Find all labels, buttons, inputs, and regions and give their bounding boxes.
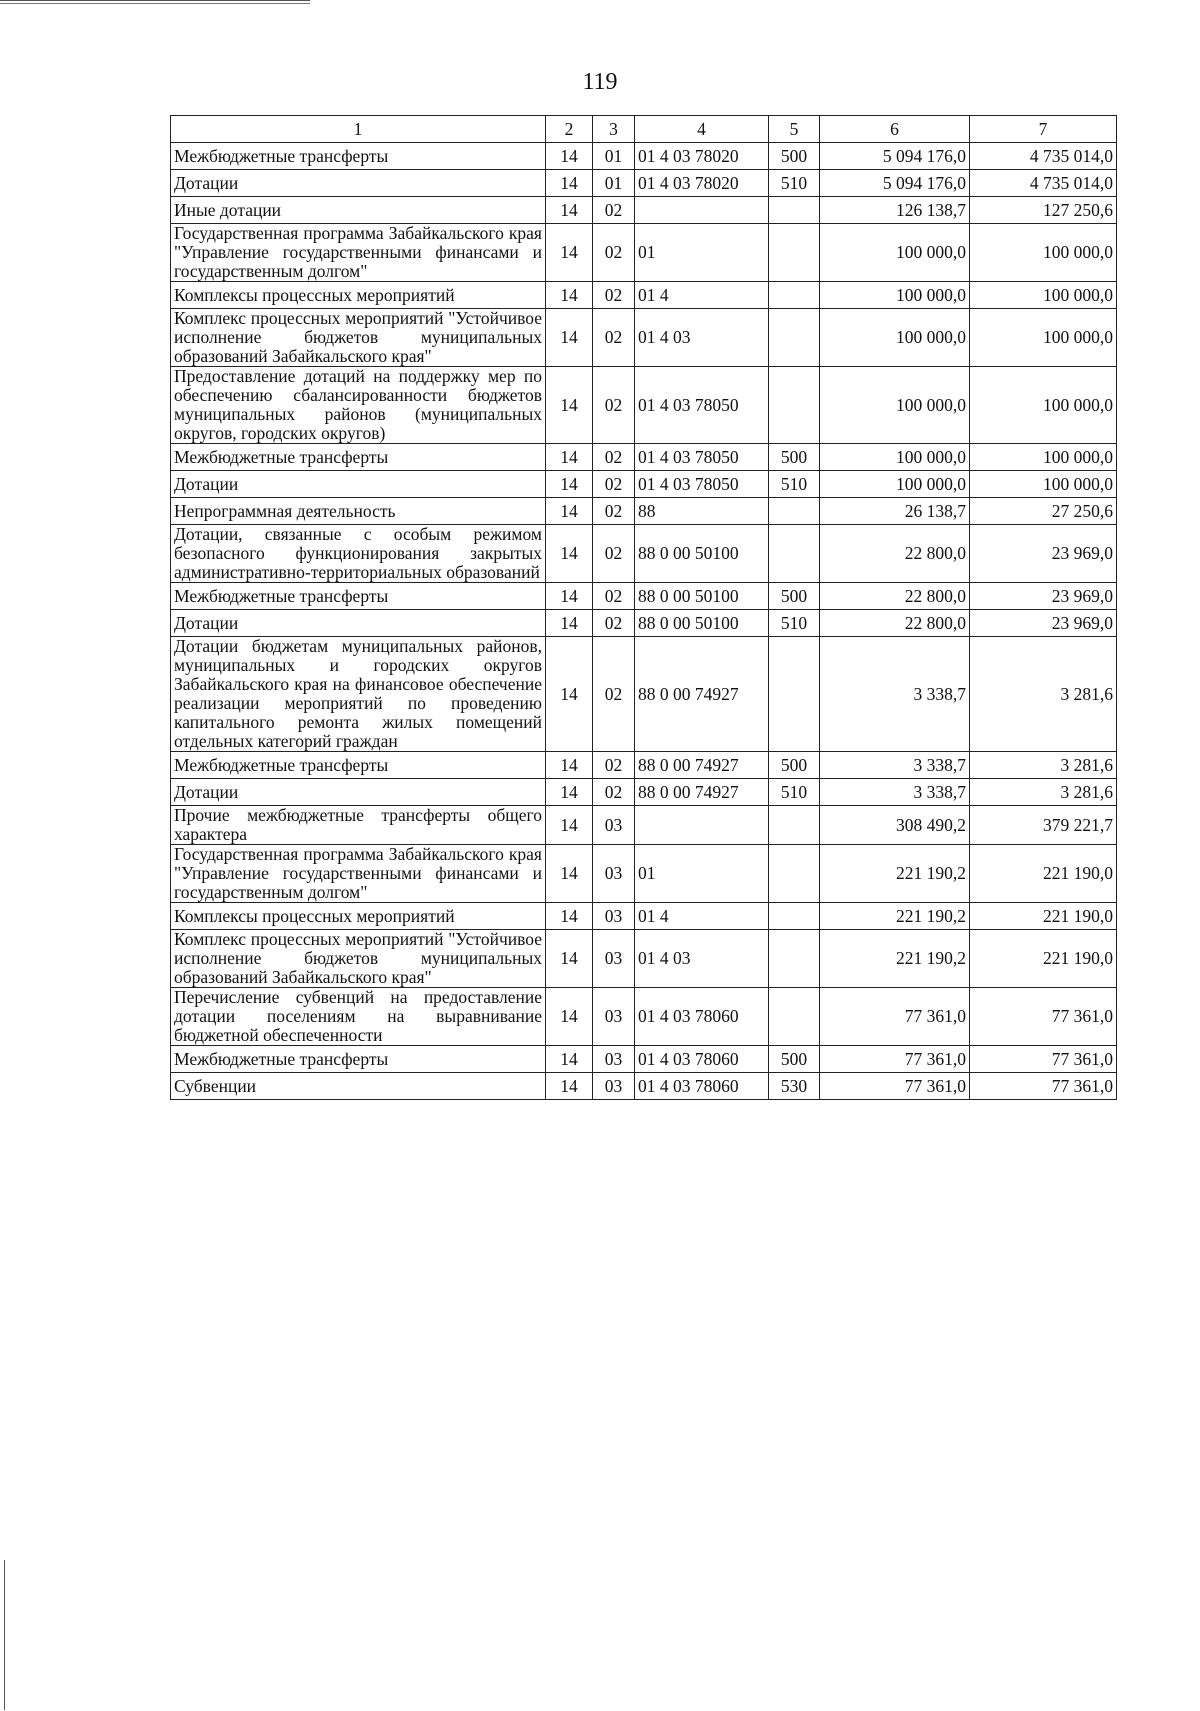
row-target-article-cell: 88 0 00 50100 xyxy=(635,583,769,610)
row-section-cell: 14 xyxy=(546,224,593,282)
row-name-cell: Комплекс процессных мероприятий "Устойчивое исполнение бюджетов муниципальных образований Забайкальского края" xyxy=(171,309,546,367)
row-amount-year2-cell: 100 000,0 xyxy=(970,224,1117,282)
row-name-cell: Прочие межбюджетные трансферты общего характера xyxy=(171,806,546,845)
row-name-cell: Непрограммная деятельность xyxy=(171,498,546,525)
row-amount-year1-cell: 100 000,0 xyxy=(820,367,970,444)
row-amount-year2-cell: 100 000,0 xyxy=(970,309,1117,367)
table-row xyxy=(171,845,1117,903)
row-name-cell: Перечисление субвенций на предоставление дотации поселениям на выравнивание бюджетной обеспеченности xyxy=(171,988,546,1046)
row-expense-type-cell: 510 xyxy=(769,610,820,637)
row-section-cell: 14 xyxy=(546,752,593,779)
table-row xyxy=(171,752,1117,779)
table-row xyxy=(171,930,1117,988)
row-amount-year2-cell: 127 250,6 xyxy=(970,197,1117,224)
row-amount-year1-cell: 3 338,7 xyxy=(820,752,970,779)
table-row xyxy=(171,309,1117,367)
row-expense-type-cell: 510 xyxy=(769,779,820,806)
header-cell-3: 3 xyxy=(593,116,635,143)
table-row xyxy=(171,903,1117,930)
row-amount-year1-cell: 100 000,0 xyxy=(820,444,970,471)
row-target-article-cell: 01 4 03 78050 xyxy=(635,471,769,498)
row-name-cell: Комплексы процессных мероприятий xyxy=(171,282,546,309)
row-amount-year2-cell: 27 250,6 xyxy=(970,498,1117,525)
scan-edge-line-left xyxy=(4,1560,5,1710)
row-name-cell: Комплекс процессных мероприятий "Устойчивое исполнение бюджетов муниципальных образований Забайкальского края" xyxy=(171,930,546,988)
row-amount-year1-cell: 5 094 176,0 xyxy=(820,143,970,170)
row-expense-type-cell: 530 xyxy=(769,1073,820,1100)
row-subsection-cell: 02 xyxy=(593,471,635,498)
row-section-cell: 14 xyxy=(546,583,593,610)
row-name-cell: Субвенции xyxy=(171,1073,546,1100)
header-cell-6: 6 xyxy=(820,116,970,143)
row-amount-year1-cell: 22 800,0 xyxy=(820,525,970,583)
row-amount-year2-cell: 3 281,6 xyxy=(970,779,1117,806)
row-amount-year2-cell: 3 281,6 xyxy=(970,752,1117,779)
row-subsection-cell: 03 xyxy=(593,988,635,1046)
row-subsection-cell: 03 xyxy=(593,930,635,988)
row-section-cell: 14 xyxy=(546,610,593,637)
table-row xyxy=(171,583,1117,610)
row-section-cell: 14 xyxy=(546,367,593,444)
row-section-cell: 14 xyxy=(546,1046,593,1073)
row-section-cell: 14 xyxy=(546,498,593,525)
row-expense-type-cell xyxy=(769,309,820,367)
row-subsection-cell: 02 xyxy=(593,610,635,637)
row-name-cell: Государственная программа Забайкальского края "Управление государственными финансами и государственным долгом" xyxy=(171,845,546,903)
row-subsection-cell: 02 xyxy=(593,367,635,444)
row-amount-year2-cell: 100 000,0 xyxy=(970,367,1117,444)
row-target-article-cell: 01 4 03 78060 xyxy=(635,1046,769,1073)
row-subsection-cell: 02 xyxy=(593,224,635,282)
row-amount-year2-cell: 100 000,0 xyxy=(970,444,1117,471)
row-subsection-cell: 03 xyxy=(593,806,635,845)
row-amount-year2-cell: 3 281,6 xyxy=(970,637,1117,752)
row-subsection-cell: 02 xyxy=(593,309,635,367)
row-target-article-cell: 01 4 03 78050 xyxy=(635,444,769,471)
row-amount-year1-cell: 22 800,0 xyxy=(820,583,970,610)
row-expense-type-cell xyxy=(769,525,820,583)
row-amount-year2-cell: 221 190,0 xyxy=(970,903,1117,930)
row-amount-year1-cell: 22 800,0 xyxy=(820,610,970,637)
row-subsection-cell: 02 xyxy=(593,779,635,806)
row-amount-year1-cell: 77 361,0 xyxy=(820,988,970,1046)
row-target-article-cell: 88 0 00 50100 xyxy=(635,610,769,637)
table-row xyxy=(171,988,1117,1046)
header-cell-2: 2 xyxy=(546,116,593,143)
table-row xyxy=(171,143,1117,170)
row-target-article-cell: 88 0 00 74927 xyxy=(635,752,769,779)
header-row xyxy=(171,116,1117,143)
row-amount-year2-cell: 100 000,0 xyxy=(970,471,1117,498)
row-subsection-cell: 01 xyxy=(593,143,635,170)
row-expense-type-cell: 500 xyxy=(769,583,820,610)
table-row xyxy=(171,282,1117,309)
row-amount-year2-cell: 100 000,0 xyxy=(970,282,1117,309)
row-section-cell: 14 xyxy=(546,779,593,806)
row-amount-year1-cell: 77 361,0 xyxy=(820,1046,970,1073)
row-subsection-cell: 02 xyxy=(593,525,635,583)
row-expense-type-cell: 510 xyxy=(769,471,820,498)
row-amount-year1-cell: 100 000,0 xyxy=(820,282,970,309)
row-subsection-cell: 03 xyxy=(593,1073,635,1100)
row-expense-type-cell xyxy=(769,282,820,309)
row-target-article-cell: 01 xyxy=(635,845,769,903)
header-cell-5: 5 xyxy=(769,116,820,143)
row-name-cell: Дотации бюджетам муниципальных районов, муниципальных и городских округов Забайкальского края на финансовое обеспечение реализации мероприятий по проведению капитального ремонта жилых помещений отдельных категорий граждан xyxy=(171,637,546,752)
row-expense-type-cell xyxy=(769,845,820,903)
row-amount-year2-cell: 221 190,0 xyxy=(970,930,1117,988)
row-name-cell: Дотации, связанные с особым режимом безопасного функционирования закрытых административно-территориальных образований xyxy=(171,525,546,583)
row-amount-year2-cell: 77 361,0 xyxy=(970,988,1117,1046)
row-target-article-cell: 01 4 03 78020 xyxy=(635,170,769,197)
table-row xyxy=(171,1046,1117,1073)
table-row xyxy=(171,610,1117,637)
row-target-article-cell xyxy=(635,806,769,845)
row-amount-year1-cell: 100 000,0 xyxy=(820,471,970,498)
row-name-cell: Межбюджетные трансферты xyxy=(171,1046,546,1073)
row-section-cell: 14 xyxy=(546,170,593,197)
row-amount-year2-cell: 221 190,0 xyxy=(970,845,1117,903)
row-section-cell: 14 xyxy=(546,930,593,988)
row-name-cell: Дотации xyxy=(171,170,546,197)
row-name-cell: Предоставление дотаций на поддержку мер по обеспечению сбалансированности бюджетов муниципальных районов (муниципальных округов, городских округов) xyxy=(171,367,546,444)
row-name-cell: Дотации xyxy=(171,779,546,806)
table-row xyxy=(171,367,1117,444)
row-target-article-cell: 01 4 03 78060 xyxy=(635,1073,769,1100)
page-number: 119 xyxy=(582,69,618,95)
row-target-article-cell: 01 4 03 78050 xyxy=(635,367,769,444)
row-amount-year2-cell: 77 361,0 xyxy=(970,1073,1117,1100)
row-amount-year2-cell: 4 735 014,0 xyxy=(970,143,1117,170)
row-subsection-cell: 01 xyxy=(593,170,635,197)
row-subsection-cell: 03 xyxy=(593,903,635,930)
row-section-cell: 14 xyxy=(546,806,593,845)
row-name-cell: Государственная программа Забайкальского края "Управление государственными финансами и государственным долгом" xyxy=(171,224,546,282)
row-amount-year2-cell: 23 969,0 xyxy=(970,525,1117,583)
row-expense-type-cell: 500 xyxy=(769,752,820,779)
row-amount-year1-cell: 221 190,2 xyxy=(820,930,970,988)
row-section-cell: 14 xyxy=(546,444,593,471)
row-section-cell: 14 xyxy=(546,988,593,1046)
table-row xyxy=(171,637,1117,752)
row-section-cell: 14 xyxy=(546,143,593,170)
row-expense-type-cell xyxy=(769,197,820,224)
row-subsection-cell: 03 xyxy=(593,845,635,903)
budget-table xyxy=(170,115,1117,1100)
row-section-cell: 14 xyxy=(546,637,593,752)
row-name-cell: Дотации xyxy=(171,471,546,498)
row-target-article-cell: 01 4 03 xyxy=(635,930,769,988)
row-expense-type-cell xyxy=(769,930,820,988)
row-name-cell: Межбюджетные трансферты xyxy=(171,752,546,779)
row-target-article-cell: 01 4 xyxy=(635,282,769,309)
row-amount-year1-cell: 100 000,0 xyxy=(820,309,970,367)
table-row xyxy=(171,806,1117,845)
row-section-cell: 14 xyxy=(546,197,593,224)
row-subsection-cell: 02 xyxy=(593,444,635,471)
row-subsection-cell: 02 xyxy=(593,197,635,224)
row-amount-year1-cell: 3 338,7 xyxy=(820,779,970,806)
table-row xyxy=(171,170,1117,197)
row-expense-type-cell xyxy=(769,903,820,930)
row-expense-type-cell xyxy=(769,988,820,1046)
row-name-cell: Межбюджетные трансферты xyxy=(171,143,546,170)
row-section-cell: 14 xyxy=(546,309,593,367)
header-cell-7: 7 xyxy=(970,116,1117,143)
row-amount-year2-cell: 379 221,7 xyxy=(970,806,1117,845)
row-section-cell: 14 xyxy=(546,471,593,498)
row-expense-type-cell: 500 xyxy=(769,444,820,471)
row-subsection-cell: 03 xyxy=(593,1046,635,1073)
row-subsection-cell: 02 xyxy=(593,282,635,309)
row-amount-year1-cell: 26 138,7 xyxy=(820,498,970,525)
row-expense-type-cell xyxy=(769,498,820,525)
row-expense-type-cell: 510 xyxy=(769,170,820,197)
table-row xyxy=(171,197,1117,224)
row-target-article-cell: 01 4 03 78020 xyxy=(635,143,769,170)
row-amount-year1-cell: 77 361,0 xyxy=(820,1073,970,1100)
scan-edge-line xyxy=(0,0,310,4)
row-section-cell: 14 xyxy=(546,903,593,930)
row-name-cell: Межбюджетные трансферты xyxy=(171,444,546,471)
row-section-cell: 14 xyxy=(546,525,593,583)
row-target-article-cell xyxy=(635,197,769,224)
row-amount-year1-cell: 100 000,0 xyxy=(820,224,970,282)
row-subsection-cell: 02 xyxy=(593,498,635,525)
header-cell-4: 4 xyxy=(635,116,769,143)
row-section-cell: 14 xyxy=(546,845,593,903)
row-expense-type-cell xyxy=(769,224,820,282)
table-row xyxy=(171,525,1117,583)
row-section-cell: 14 xyxy=(546,1073,593,1100)
row-amount-year2-cell: 77 361,0 xyxy=(970,1046,1117,1073)
table-row xyxy=(171,224,1117,282)
row-expense-type-cell xyxy=(769,806,820,845)
row-subsection-cell: 02 xyxy=(593,637,635,752)
row-expense-type-cell: 500 xyxy=(769,1046,820,1073)
row-subsection-cell: 02 xyxy=(593,583,635,610)
row-expense-type-cell xyxy=(769,367,820,444)
header-cell-1: 1 xyxy=(171,116,546,143)
row-name-cell: Дотации xyxy=(171,610,546,637)
row-amount-year2-cell: 4 735 014,0 xyxy=(970,170,1117,197)
row-target-article-cell: 88 xyxy=(635,498,769,525)
table-body xyxy=(171,116,1117,1100)
row-amount-year1-cell: 221 190,2 xyxy=(820,845,970,903)
row-amount-year2-cell: 23 969,0 xyxy=(970,610,1117,637)
table-row xyxy=(171,444,1117,471)
table-row xyxy=(171,498,1117,525)
row-target-article-cell: 88 0 00 74927 xyxy=(635,637,769,752)
row-name-cell: Межбюджетные трансферты xyxy=(171,583,546,610)
row-amount-year1-cell: 126 138,7 xyxy=(820,197,970,224)
row-amount-year1-cell: 221 190,2 xyxy=(820,903,970,930)
row-target-article-cell: 88 0 00 74927 xyxy=(635,779,769,806)
row-amount-year1-cell: 308 490,2 xyxy=(820,806,970,845)
row-target-article-cell: 01 4 03 78060 xyxy=(635,988,769,1046)
row-target-article-cell: 88 0 00 50100 xyxy=(635,525,769,583)
table-row xyxy=(171,1073,1117,1100)
row-name-cell: Комплексы процессных мероприятий xyxy=(171,903,546,930)
row-section-cell: 14 xyxy=(546,282,593,309)
row-amount-year1-cell: 3 338,7 xyxy=(820,637,970,752)
row-target-article-cell: 01 4 03 xyxy=(635,309,769,367)
row-amount-year2-cell: 23 969,0 xyxy=(970,583,1117,610)
table-row xyxy=(171,471,1117,498)
row-target-article-cell: 01 xyxy=(635,224,769,282)
row-amount-year1-cell: 5 094 176,0 xyxy=(820,170,970,197)
row-target-article-cell: 01 4 xyxy=(635,903,769,930)
row-name-cell: Иные дотации xyxy=(171,197,546,224)
row-expense-type-cell xyxy=(769,637,820,752)
row-subsection-cell: 02 xyxy=(593,752,635,779)
row-expense-type-cell: 500 xyxy=(769,143,820,170)
table-row xyxy=(171,779,1117,806)
